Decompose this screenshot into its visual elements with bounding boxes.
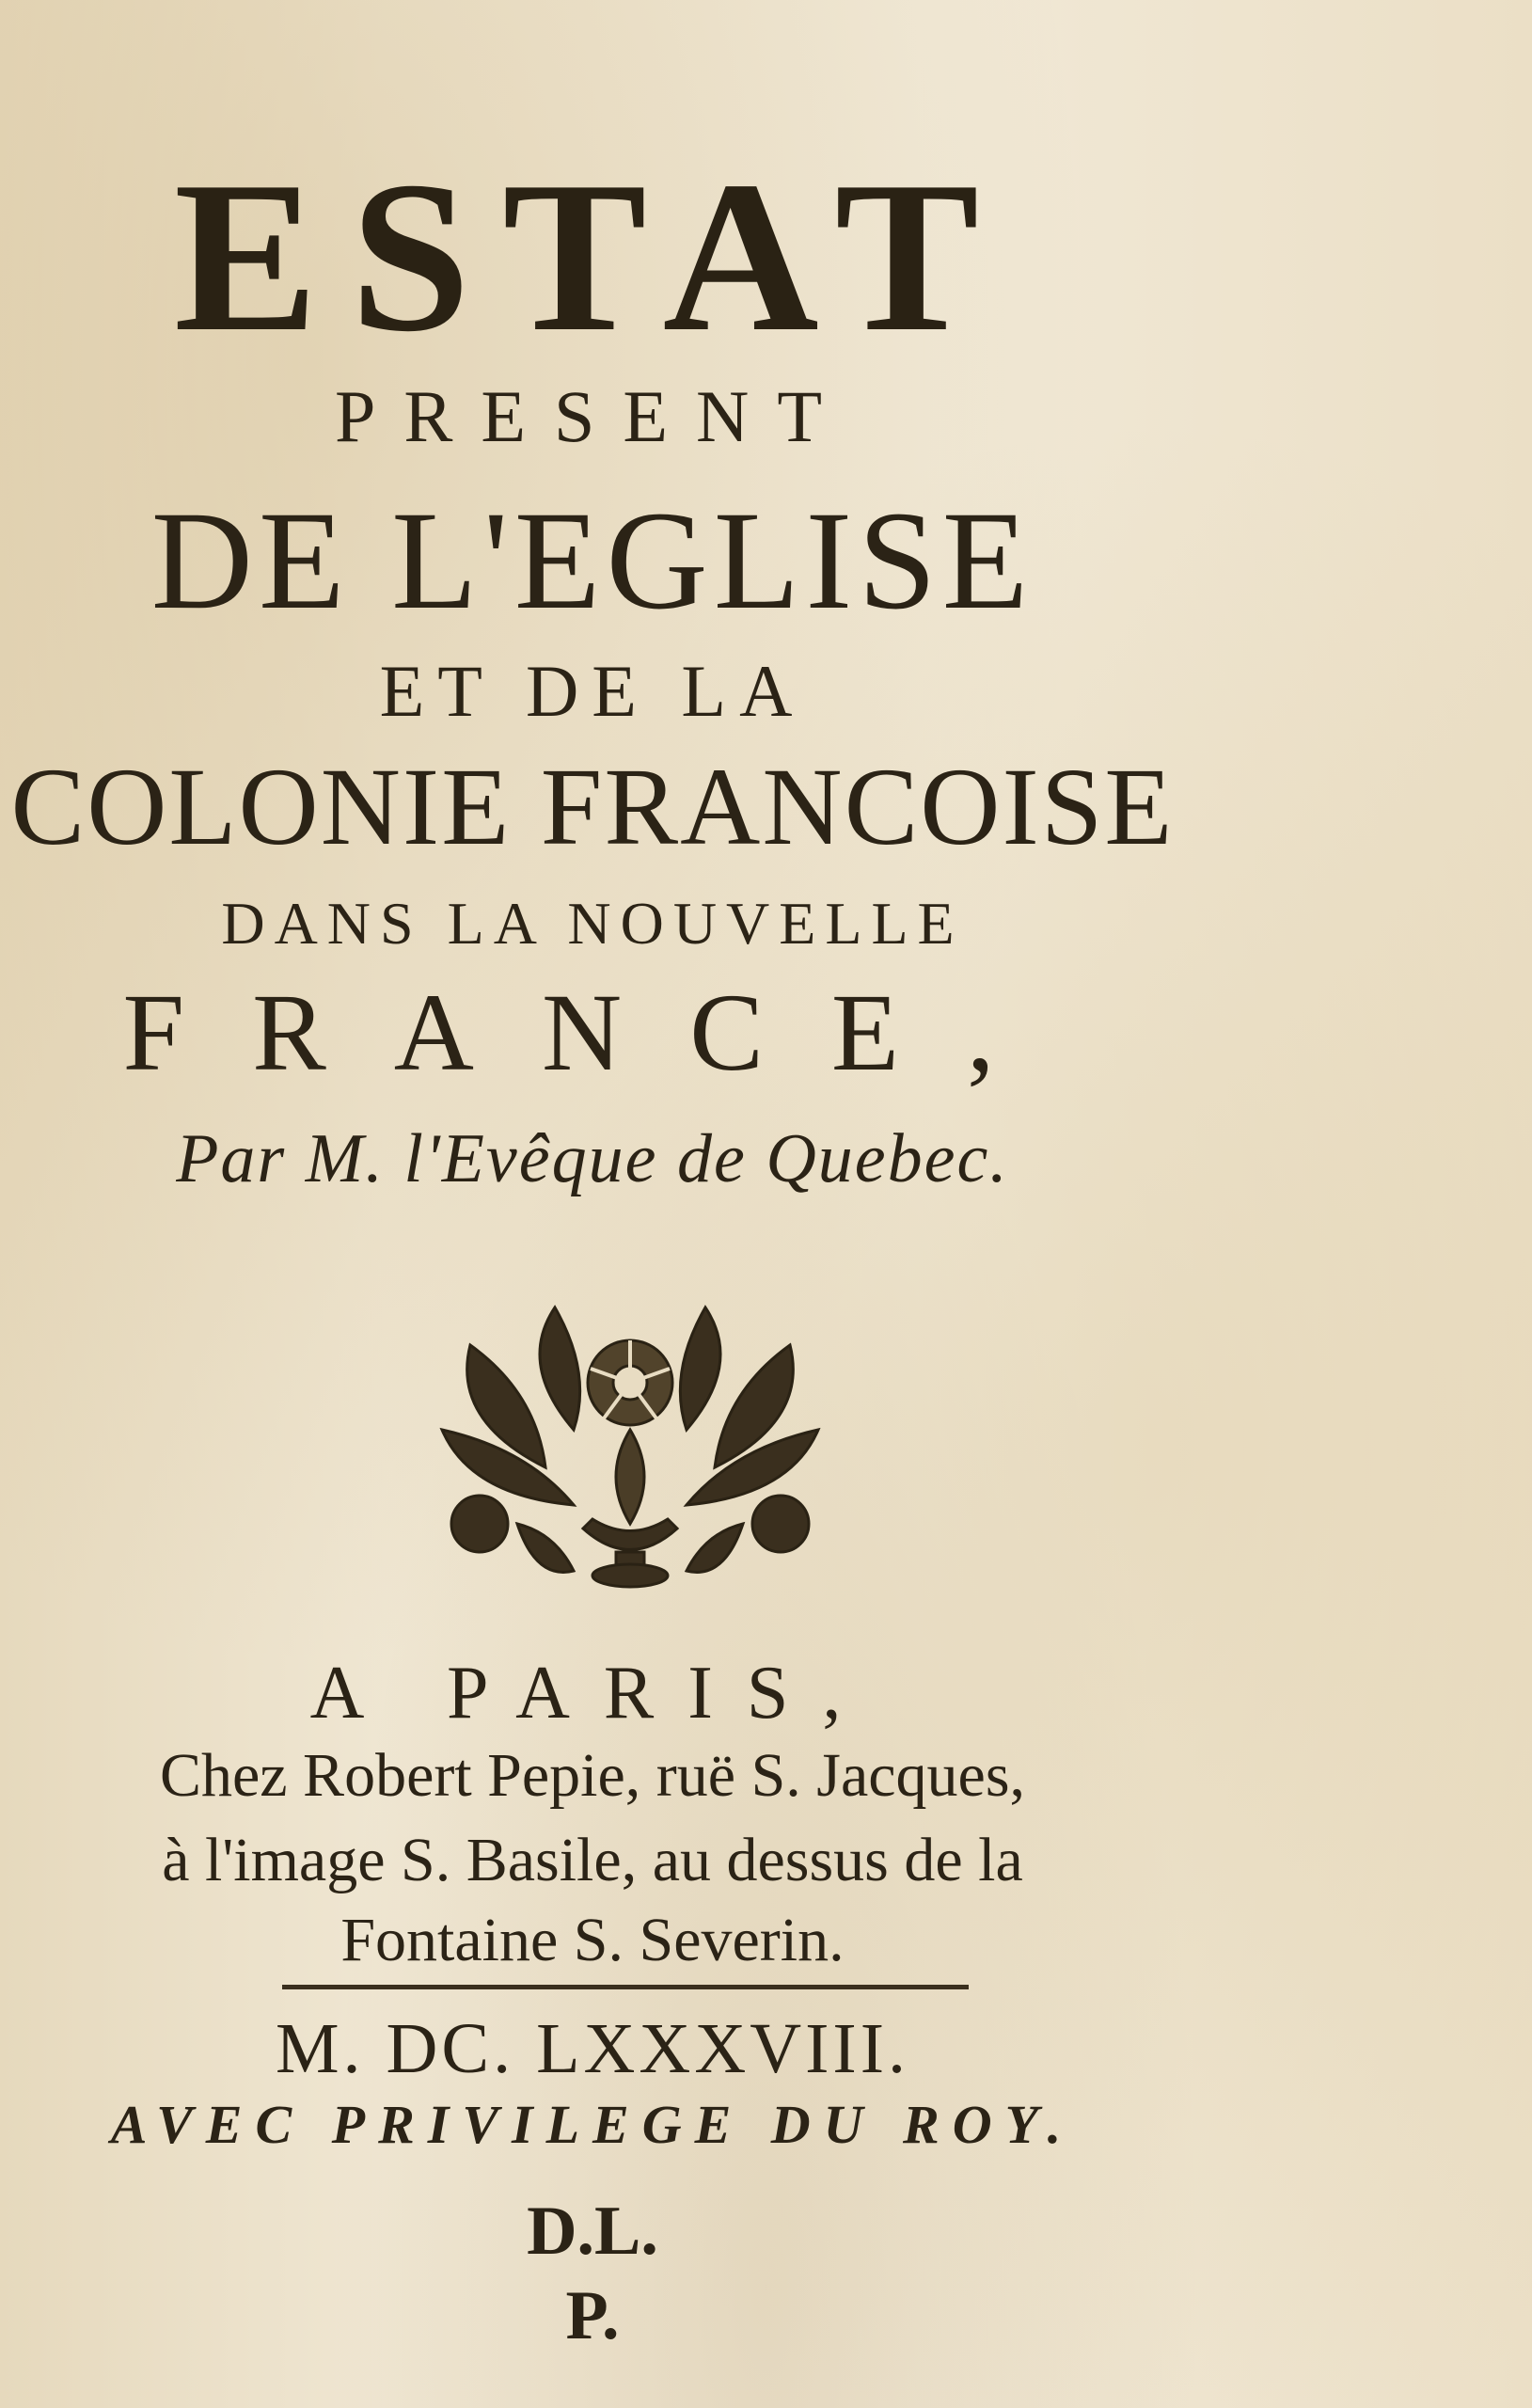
flower-vase-ornament <box>414 1289 846 1599</box>
title-line-dans: DANS LA NOUVELLE <box>221 890 964 957</box>
imprint-date: M. DC. LXXXVIII. <box>275 2009 910 2088</box>
book-title: ESTAT <box>173 136 1012 376</box>
imprint-city: A PARIS, <box>309 1652 876 1735</box>
title-line-france: FRANCE, <box>122 971 1063 1094</box>
title-line-eglise: DE L'EGLISE <box>150 483 1034 639</box>
imprint-address-cont: Fontaine S. Severin. <box>340 1906 845 1974</box>
title-line-colonie: COLONIE FRANCOISE <box>10 745 1175 868</box>
handwritten-mark: D.L. <box>527 2193 658 2270</box>
privilege-line: AVEC PRIVILEGE DU ROY. <box>110 2094 1075 2155</box>
title-line-present: PRESENT <box>334 375 851 457</box>
imprint-publisher: Chez Robert Pepie, ruë S. Jacques, <box>159 1741 1026 1810</box>
handwritten-mark-p: P. <box>565 2277 620 2354</box>
title-line-et-de-la: ET DE LA <box>379 650 806 732</box>
divider-rule <box>282 1985 969 1989</box>
author-line: Par M. l'Evêque de Quebec. <box>176 1120 1009 1197</box>
imprint-address: à l'image S. Basile, au dessus de la <box>162 1826 1023 1894</box>
